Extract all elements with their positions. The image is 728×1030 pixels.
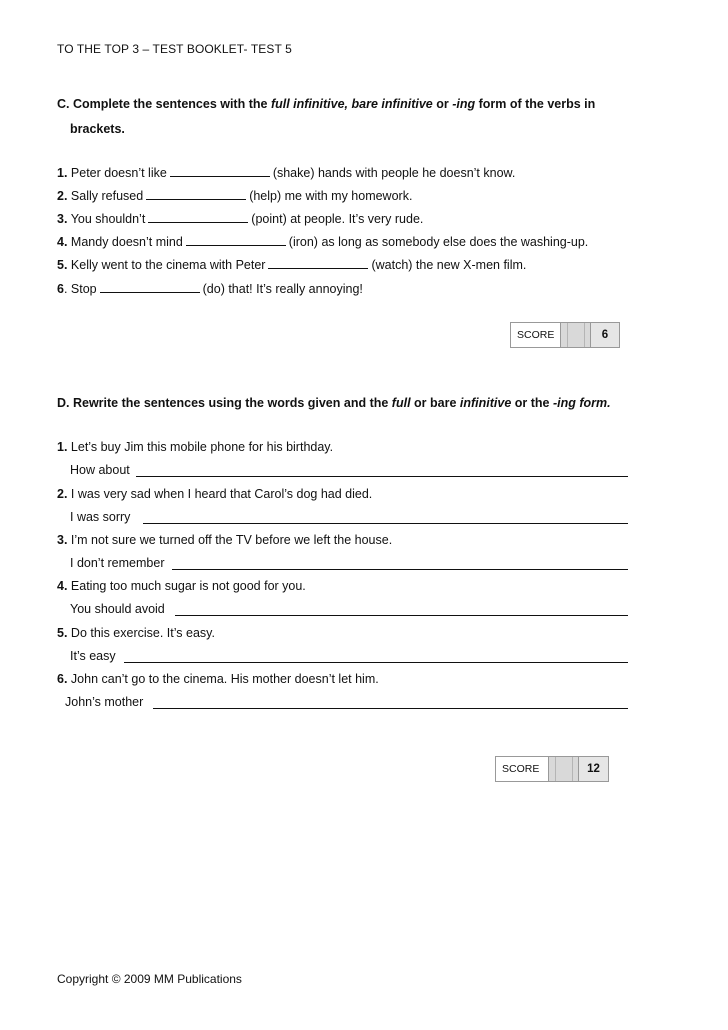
item-text: (iron) as long as somebody else does the washing-up. [288, 235, 589, 249]
exercise-d-prompt-2: I was sorry [70, 510, 131, 524]
answer-line[interactable] [175, 615, 628, 616]
score-box-c [510, 322, 620, 348]
answer-line[interactable] [172, 569, 628, 570]
exercise-c-item-2 [57, 189, 412, 203]
score-input-cell[interactable] [561, 323, 591, 347]
item-text: (watch) the new X-men film. [371, 258, 527, 272]
score-label: SCORE [511, 323, 561, 347]
exercise-d-item-3 [57, 533, 392, 547]
instruction-emphasis: infinitive [459, 396, 512, 410]
instruction-text: C. Complete the sentences with the [57, 97, 271, 111]
score-box-d [495, 756, 609, 782]
answer-line[interactable] [124, 662, 628, 663]
item-text: (point) at people. It’s very rude. [251, 212, 424, 226]
answer-line[interactable] [136, 476, 628, 477]
item-text: (help) me with my homework. [249, 189, 413, 203]
instruction-text: or [432, 97, 453, 111]
exercise-c-item-4 [57, 235, 588, 249]
item-text: Mandy doesn’t mind [70, 235, 183, 249]
score-input-cell[interactable] [549, 757, 579, 781]
exercise-d-item-6 [57, 672, 379, 686]
answer-blank[interactable] [148, 221, 248, 223]
exercise-d-item-4 [57, 579, 306, 593]
instruction-text: or bare [410, 396, 460, 410]
exercise-d-item-1 [57, 440, 333, 454]
exercise-c-item-5 [57, 258, 526, 272]
item-number: 3. [57, 212, 68, 226]
item-text: Peter doesn’t like [70, 166, 167, 180]
answer-blank[interactable] [100, 291, 200, 293]
answer-blank[interactable] [268, 267, 368, 269]
instruction-emphasis: -ing [452, 97, 476, 111]
score-max-value: 6 [591, 323, 619, 347]
exercise-d-prompt-1: How about [70, 463, 130, 477]
item-text: You shouldn’t [70, 212, 146, 226]
item-number: 1. [57, 166, 68, 180]
item-sentence: John can’t go to the cinema. His mother doesn’t let him. [70, 672, 379, 686]
item-text: (do) that! It’s really annoying! [202, 282, 363, 296]
item-sentence: Do this exercise. It’s easy. [70, 626, 215, 640]
item-number: 4. [57, 579, 68, 593]
answer-blank[interactable] [146, 198, 246, 200]
answer-blank[interactable] [186, 244, 286, 246]
item-number: 6. [57, 672, 68, 686]
item-sentence: I’m not sure we turned off the TV before we left the house. [70, 533, 393, 547]
score-max-value: 12 [579, 757, 608, 781]
item-number: 5. [57, 626, 68, 640]
item-text: Sally refused [70, 189, 144, 203]
answer-line[interactable] [153, 708, 628, 709]
item-sentence: I was very sad when I heard that Carol’s dog had died. [70, 487, 373, 501]
item-number: 5. [57, 258, 68, 272]
page-header: TO THE TOP 3 – TEST BOOKLET- TEST 5 [57, 42, 292, 56]
exercise-d-prompt-4: You should avoid [70, 602, 165, 616]
item-sentence: Let’s buy Jim this mobile phone for his birthday. [70, 440, 334, 454]
instruction-text: or the [511, 396, 553, 410]
instruction-emphasis: full infinitive, bare infinitive [270, 97, 433, 111]
exercise-d-prompt-6: John’s mother [65, 695, 144, 709]
copyright-footer: Copyright © 2009 MM Publications [57, 972, 242, 986]
item-text: Kelly went to the cinema with Peter [70, 258, 266, 272]
instruction-emphasis: full [391, 396, 411, 410]
section-c-instruction-line2: brackets. [70, 122, 125, 136]
item-number: 6 [57, 282, 64, 296]
item-number: 4. [57, 235, 68, 249]
answer-line[interactable] [143, 523, 628, 524]
section-d-instruction [57, 396, 611, 410]
exercise-d-item-2 [57, 487, 372, 501]
score-label: SCORE [496, 757, 549, 781]
exercise-c-item-3 [57, 212, 423, 226]
exercise-c-item-6 [57, 282, 363, 296]
exercise-c-item-1 [57, 166, 515, 180]
instruction-text: form of the verbs in [475, 97, 596, 111]
section-c-instruction [57, 97, 595, 111]
exercise-d-item-5 [57, 626, 215, 640]
item-text: (shake) hands with people he doesn’t know. [272, 166, 516, 180]
item-number: 3. [57, 533, 68, 547]
instruction-emphasis: -ing form. [552, 396, 611, 410]
instruction-text: D. Rewrite the sentences using the words given and the [57, 396, 392, 410]
exercise-d-prompt-5: It’s easy [70, 649, 116, 663]
item-number: 1. [57, 440, 68, 454]
item-sentence: Eating too much sugar is not good for you. [70, 579, 306, 593]
item-number: 2. [57, 189, 68, 203]
item-number: 2. [57, 487, 68, 501]
item-text: . Stop [63, 282, 97, 296]
answer-blank[interactable] [170, 175, 270, 177]
exercise-d-prompt-3: I don’t remember [70, 556, 165, 570]
